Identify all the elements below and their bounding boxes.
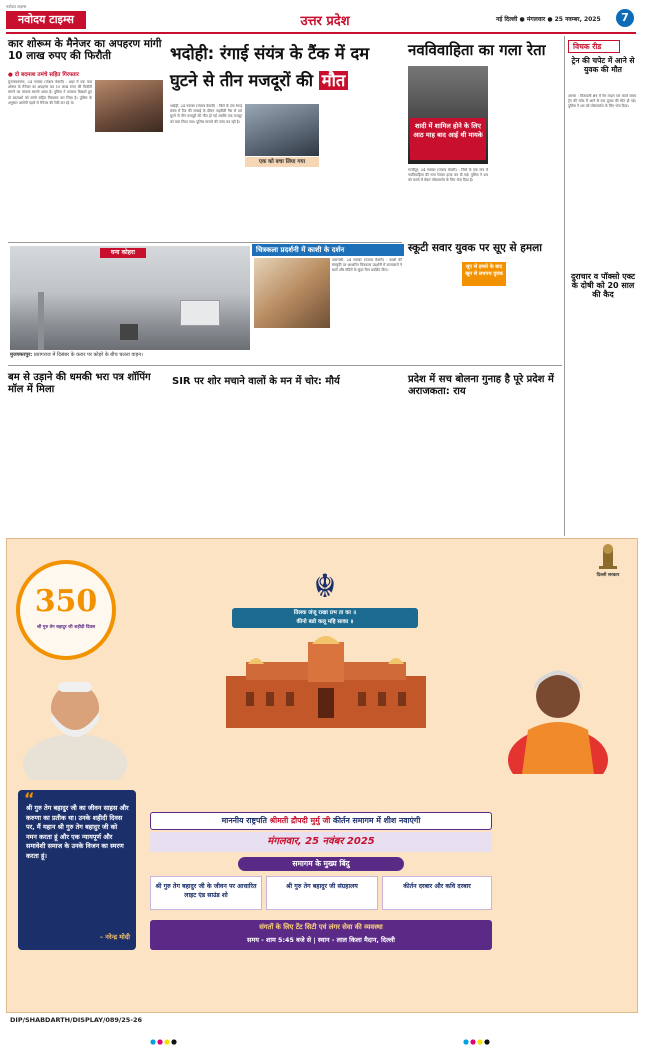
story2-body: भदोही, 24 नवम्बर (पंजाब केसरी) : जिले के एक रंगाई संयंत्र में टैंक की सफाई के दौरान जहरीली गैस से दम घुटने से तीन मजदूरों की मौत हो गई जबकि एक मजदूर को बचा लिया गया। पुलिस मामले की जांच कर रही है। [170, 104, 242, 124]
ad-slogan: तिलक जंजू राखा प्रभ ता का ॥ कीनो बडो कलू महि साका ॥ [232, 608, 418, 628]
fog-label: घना कोहरा [100, 248, 146, 258]
story2-body-2 [245, 170, 319, 238]
story2-box: एक को बचा लिया गया [245, 157, 319, 167]
event-date: मंगलवार, 25 नवंबर 2025 [150, 832, 492, 852]
khanda-icon: ☬ [313, 567, 337, 605]
story1-headline: कार शोरूम के मैनेजर का अपहरण मांगी 10 लाख रुपए की फिरौती [8, 38, 162, 63]
kashi-body: वाराणसी, 24 नवम्बर (पंजाब केसरी) : काशी की संस्कृति पर आधारित चित्रकला प्रदर्शनी में कलाकारों ने घाटों और मंदिरों के सुंदर चित्र प्रदर्शित किए। [332, 258, 402, 273]
kashi-label: चित्रकला प्रदर्शनी में काशी के दर्शन [252, 244, 404, 256]
president-portrait [508, 650, 608, 774]
story3-body: गाजीपुर, 24 नवम्बर (पंजाब केसरी) : जिले के एक गांव में नवविवाहिता की गला रेतकर हत्या कर दी गई। पुलिस ने शव को कब्जे में लेकर पोस्टमार्टम के लिए भेज दिया है। [408, 168, 488, 183]
page-number: 7 [616, 9, 634, 27]
event-footer [150, 920, 492, 950]
red-fort-illustration [226, 632, 426, 728]
posco-body [568, 306, 636, 536]
posco-headline: दुराचार व पॉक्सो एक्ट के दोषी को 20 साल की कैद [570, 272, 636, 300]
ad-350-number: 350 [34, 584, 98, 619]
scooty-body [408, 260, 460, 360]
story3-body-2 [491, 66, 561, 238]
story1-subhead: ● दो बदमाश तमंचे सहित गिरफ्तार [8, 72, 79, 78]
kashi-photo [254, 258, 330, 328]
point-3: कीर्तन दरबार और कवि दरबार [382, 876, 492, 910]
vichak-headline: ट्रेन की चपेट में आने से युवक की मौत [571, 56, 635, 74]
fog-photo [10, 246, 250, 350]
vichak-label: विचक रीड [568, 40, 620, 53]
story1-body-3 [8, 198, 162, 238]
scooty-box: सूए से हमले के बाद खून से लथपथ युवक [462, 262, 506, 286]
bam-headline: बम से उड़ाने की धमकी भरा पत्र शॉपिंग मॉल में मिला [8, 372, 151, 395]
pm-portrait [20, 668, 130, 780]
vichak-body: आगरा : किरावली क्षेत्र में रेल लाइन पार करते समय ट्रेन की चपेट में आने से एक युवक की मौत हो गई। पुलिस ने शव को पोस्टमार्टम के लिए भेज दिया। [568, 94, 636, 109]
event-footer-time: समय - शाम 5:45 बजे से | स्थान - लाल किला मैदान, दिल्ली [247, 936, 395, 944]
masthead-small: नवोदय टाइम्स [6, 4, 27, 9]
print-registration-marks [150, 1030, 490, 1036]
row-rule-2 [8, 365, 562, 366]
bam-body [8, 404, 168, 532]
header-rule [6, 32, 636, 34]
story1-body: मुजफ्फरनगर, 24 नवम्बर (पंजाब केसरी) : शहर में एक कार शोरूम के मैनेजर का अपहरण कर 10 लाख रुपए की फिरौती मांगने का मामला सामने आया है। पुलिस ने तत्परता दिखाते हुए दो बदमाशों को तमंचे सहित गिरफ्तार कर लिया है। पुलिस के अनुसार आरोपी पहले से मैनेजर की रेकी कर रहे थे। [8, 80, 92, 105]
quote-author: – नरेन्द्र मोदी [99, 933, 130, 941]
story2-body-3 [322, 104, 402, 238]
story3-photo-caption: शादी में शामिल होने के लिए आठ माह बाद आई थी मायके [410, 118, 486, 160]
fog-caption: मुजफ्फरपुर: प्रयागराज में दिसंबर के करार पर कोहरे के बीच चलता वाहन। [10, 352, 143, 358]
sir-headline: SIR पर शोर मचाने वालों के मन में चोर: मौर्य [172, 376, 340, 387]
event-footer-note: संगतों के लिए टेंट सिटी एवं लंगर सेवा की व्यवस्था [259, 923, 383, 931]
event-title: माननीय राष्ट्रपति श्रीमती द्रौपदी मुर्मु जी कीर्तन समागम में शीश नवाएंगी [150, 812, 492, 830]
scooty-headline: स्कूटी सवार युवक पर सूए से हमला [408, 242, 542, 254]
story2-photo [245, 104, 319, 156]
story1-photo [95, 80, 163, 132]
points-title: समागम के मुख्य बिंदु [238, 857, 404, 871]
quote-text: श्री गुरु तेग बहादुर जी का जीवन साहस और करुणा का प्रतीक था। उनके शहीदी दिवस पर, मैं महान श्री गुरु तेग बहादुर जी को नमन करता हूं और एक न्यायपूर्ण और समावेशी समाज के उनके विजन का स्मरण करता हूं। [26, 804, 129, 860]
dip-reference: DIP/SHABDARTH/DISPLAY/089/25-26 [10, 1016, 143, 1024]
dateline: नई दिल्ली ● मंगलवार ● 25 नवम्बर, 2025 [496, 16, 601, 23]
quote-box [18, 790, 136, 950]
ad-350-badge [16, 560, 116, 660]
point-2: श्री गुरु तेग बहादुर जी संग्रहालय [266, 876, 378, 910]
column-rule [564, 36, 565, 536]
scooty-body-2 [462, 290, 506, 360]
kashi-body-2 [254, 330, 402, 362]
ad-350-subtitle: श्री गुरु तेग बहादुर जी शहीदी दिवस [36, 625, 96, 630]
section-title: उत्तर प्रदेश [300, 14, 350, 29]
quote-mark-icon: “ [24, 789, 35, 808]
story3-headline: नवविवाहिता का गला रेता [408, 41, 546, 59]
sach-headline: प्रदेश में सच बोलना गुनाह है पूरे प्रदेश में अराजकता: राय [408, 374, 554, 397]
delhi-govt-label: दिल्ली सरकार [596, 573, 620, 578]
point-1: श्री गुरु तेग बहादुर जी के जीवन पर आधारित लाइट एंड साउंड शो [150, 876, 262, 910]
scooty-body-3 [509, 262, 561, 362]
row-rule-1 [8, 242, 402, 243]
masthead-logo: नवोदय टाइम्स [6, 11, 86, 29]
sir-body [172, 408, 404, 532]
story2-headline: भदोही: रंगाई संयंत्र के टैंक में दम घुटने से तीन मजदूरों की मौत [170, 44, 370, 90]
sach-body [408, 408, 562, 532]
